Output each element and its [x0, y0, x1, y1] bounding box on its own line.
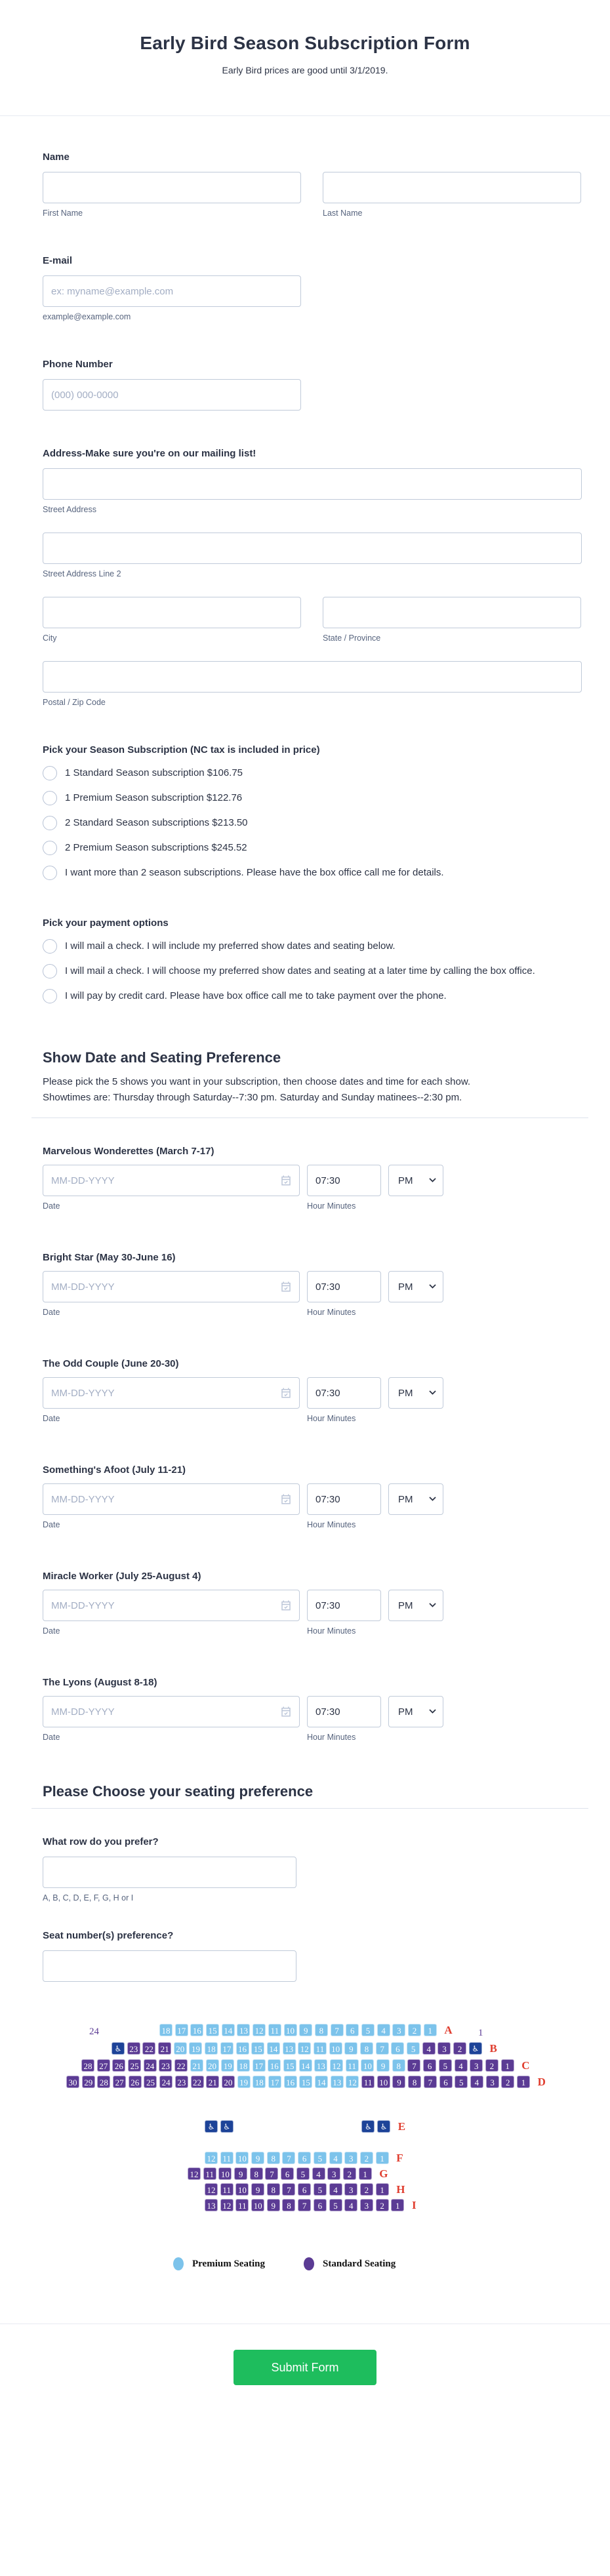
- show-block-2: [43, 1252, 582, 1317]
- show-title: Marvelous Wonderettes (March 7-17): [43, 1146, 214, 1157]
- show-title: The Lyons (August 8-18): [43, 1677, 157, 1688]
- form-subtitle: Early Bird prices are good until 3/1/2019.: [222, 65, 388, 75]
- seat-B-21: 21: [158, 2042, 171, 2055]
- seat-G-11: 11: [203, 2167, 216, 2180]
- seat-I-4: 4: [344, 2199, 357, 2211]
- subscription-options: [43, 766, 582, 880]
- seat-B-4: 4: [422, 2042, 436, 2055]
- seat-C-17: 17: [253, 2059, 266, 2072]
- seat-B-18: 18: [205, 2042, 218, 2055]
- seat-D-27: 27: [113, 2076, 126, 2088]
- street-address-input[interactable]: [43, 468, 582, 500]
- row-letter-A: A: [444, 2024, 453, 2036]
- seat-B-3: 3: [437, 2042, 451, 2055]
- row-letter-D: D: [537, 2076, 546, 2088]
- seat-D-20: 20: [222, 2076, 235, 2088]
- row-letter-H: H: [396, 2183, 405, 2196]
- seat-D-13: 13: [331, 2076, 344, 2088]
- seat-D-14: 14: [315, 2076, 328, 2088]
- seat-D-17: 17: [268, 2076, 281, 2088]
- last-name-input[interactable]: [323, 172, 581, 203]
- payment-label: Pick your payment options: [43, 917, 169, 929]
- show-title: Something's Afoot (July 11-21): [43, 1464, 186, 1476]
- seat-C-28: 28: [81, 2059, 94, 2072]
- show-date-input[interactable]: [43, 1696, 300, 1727]
- radio-label: I will mail a check. I will choose my preferred show dates and seating at a later time by calling the box office.: [65, 965, 535, 976]
- seat-D-6: 6: [439, 2076, 453, 2088]
- question-email: [43, 255, 582, 321]
- show-block-4: [43, 1464, 582, 1529]
- seat-C-15: 15: [283, 2059, 296, 2072]
- seat-H-11: 11: [220, 2183, 234, 2196]
- email-sublabel: example@example.com: [43, 312, 131, 321]
- seat-G-9: 9: [234, 2167, 247, 2180]
- seat-C-3: 3: [470, 2059, 483, 2072]
- seat-A-9: 9: [299, 2024, 312, 2036]
- row-preference-label: What row do you prefer?: [43, 1836, 159, 1847]
- seat-B-20: 20: [174, 2042, 187, 2055]
- seat-C-7: 7: [407, 2059, 420, 2072]
- seat-C-2: 2: [485, 2059, 498, 2072]
- email-input[interactable]: [43, 275, 301, 307]
- seat-C-23: 23: [159, 2059, 172, 2072]
- seat-G-12: 12: [188, 2167, 201, 2180]
- first-name-input[interactable]: [43, 172, 301, 203]
- seat-B-7: 7: [376, 2042, 389, 2055]
- question-address: [43, 448, 582, 707]
- show-time-input[interactable]: [307, 1696, 381, 1727]
- postal-sublabel: Postal / Zip Code: [43, 698, 106, 707]
- seat-B-10: 10: [329, 2042, 342, 2055]
- payment-option-3[interactable]: [43, 989, 582, 1003]
- seat-A-14: 14: [222, 2024, 235, 2036]
- seat-G-2: 2: [343, 2167, 356, 2180]
- question-row-preference: [43, 1836, 582, 1902]
- seat-B-14: 14: [267, 2042, 280, 2055]
- wheelchair-seat-icon: ♿: [112, 2042, 125, 2055]
- seat-number-label-24: 24: [89, 2026, 99, 2037]
- wheelchair-seat-icon: ♿: [205, 2120, 218, 2133]
- show-title: Bright Star (May 30-June 16): [43, 1252, 176, 1263]
- seat-B-11: 11: [314, 2042, 327, 2055]
- subscription-option-2[interactable]: [43, 791, 582, 805]
- seat-row-G: [188, 2167, 388, 2180]
- seat-F-2: 2: [360, 2152, 373, 2164]
- seat-C-22: 22: [174, 2059, 188, 2072]
- show-block-6: [43, 1677, 582, 1742]
- city-input[interactable]: [43, 597, 301, 628]
- standard-swatch-icon: [304, 2257, 314, 2270]
- seat-D-24: 24: [159, 2076, 173, 2088]
- seat-C-11: 11: [346, 2059, 359, 2072]
- row-letter-E: E: [397, 2120, 406, 2133]
- seat-A-10: 10: [284, 2024, 297, 2036]
- seat-C-4: 4: [455, 2059, 468, 2072]
- seat-C-6: 6: [423, 2059, 436, 2072]
- show-block-3: [43, 1358, 582, 1423]
- form-title: Early Bird Season Subscription Form: [140, 33, 470, 53]
- show-ampm-select[interactable]: [388, 1590, 443, 1621]
- seat-C-14: 14: [299, 2059, 312, 2072]
- seat-A-2: 2: [408, 2024, 421, 2036]
- seat-F-6: 6: [298, 2152, 311, 2164]
- radio-button[interactable]: [43, 964, 57, 978]
- radio-button[interactable]: [43, 791, 57, 805]
- seat-D-4: 4: [470, 2076, 483, 2088]
- seat-F-5: 5: [314, 2152, 327, 2164]
- submit-row: [0, 2324, 610, 2385]
- seat-row-H: [205, 2183, 405, 2196]
- seat-H-8: 8: [267, 2183, 280, 2196]
- seat-H-7: 7: [282, 2183, 295, 2196]
- seat-F-9: 9: [251, 2152, 264, 2164]
- seat-A-18: 18: [159, 2024, 173, 2036]
- wheelchair-seat-icon: ♿: [220, 2120, 234, 2133]
- wheelchair-seat-icon: ♿: [469, 2042, 482, 2055]
- seat-A-3: 3: [392, 2024, 405, 2036]
- seat-G-5: 5: [296, 2167, 310, 2180]
- seat-D-30: 30: [66, 2076, 79, 2088]
- radio-button[interactable]: [43, 841, 57, 855]
- seat-B-22: 22: [142, 2042, 155, 2055]
- seat-G-8: 8: [250, 2167, 263, 2180]
- seat-I-12: 12: [220, 2199, 234, 2211]
- seat-B-13: 13: [283, 2042, 296, 2055]
- show-date-input[interactable]: [43, 1165, 300, 1196]
- row-letter-G: G: [379, 2167, 388, 2180]
- seat-D-10: 10: [377, 2076, 390, 2088]
- show-ampm-select[interactable]: [388, 1483, 443, 1515]
- seat-D-21: 21: [206, 2076, 219, 2088]
- seat-I-1: 1: [391, 2199, 404, 2211]
- seat-D-29: 29: [82, 2076, 95, 2088]
- radio-button[interactable]: [43, 766, 57, 780]
- question-payment: [43, 917, 582, 1003]
- seat-B-15: 15: [251, 2042, 264, 2055]
- seat-C-9: 9: [376, 2059, 390, 2072]
- seat-row-C: [81, 2059, 530, 2072]
- seat-C-20: 20: [206, 2059, 219, 2072]
- seat-C-26: 26: [112, 2059, 125, 2072]
- seat-I-11: 11: [235, 2199, 249, 2211]
- payment-option-2[interactable]: [43, 964, 582, 978]
- time-sublabel: Hour Minutes: [307, 1308, 356, 1317]
- seating-divider: [31, 1808, 588, 1809]
- street-address2-input[interactable]: [43, 533, 582, 564]
- seat-A-13: 13: [237, 2024, 250, 2036]
- seat-G-1: 1: [359, 2167, 372, 2180]
- seat-F-10: 10: [235, 2152, 249, 2164]
- seat-H-4: 4: [329, 2183, 342, 2196]
- seat-D-11: 11: [361, 2076, 375, 2088]
- seat-row-D: [66, 2076, 546, 2088]
- show-title: Miracle Worker (July 25-August 4): [43, 1571, 201, 1582]
- show-time-input[interactable]: [307, 1377, 381, 1409]
- seat-F-8: 8: [267, 2152, 280, 2164]
- seat-C-27: 27: [97, 2059, 110, 2072]
- seat-G-6: 6: [281, 2167, 294, 2180]
- show-block-5: [43, 1571, 582, 1636]
- radio-label: 1 Premium Season subscription $122.76: [65, 792, 243, 803]
- wheelchair-seat-icon: ♿: [377, 2120, 390, 2133]
- seat-I-7: 7: [298, 2199, 311, 2211]
- seat-C-13: 13: [314, 2059, 327, 2072]
- seat-D-19: 19: [237, 2076, 251, 2088]
- radio-button[interactable]: [43, 866, 57, 880]
- seat-D-12: 12: [346, 2076, 359, 2088]
- radio-label: I will pay by credit card. Please have box office call me to take payment over the phone.: [65, 990, 447, 1001]
- seat-row-B: [112, 2042, 497, 2055]
- seat-D-15: 15: [299, 2076, 312, 2088]
- seat-H-6: 6: [298, 2183, 311, 2196]
- radio-label: 1 Standard Season subscription $106.75: [65, 767, 243, 778]
- seat-G-7: 7: [265, 2167, 278, 2180]
- seat-A-1: 1: [424, 2024, 437, 2036]
- seat-F-12: 12: [205, 2152, 218, 2164]
- seat-A-16: 16: [190, 2024, 203, 2036]
- row-letter-F: F: [396, 2152, 403, 2164]
- row-letter-B: B: [489, 2042, 497, 2055]
- show-block-1: [43, 1146, 582, 1211]
- seat-I-5: 5: [329, 2199, 342, 2211]
- legend-label: Premium Seating: [192, 2258, 265, 2269]
- seat-F-4: 4: [329, 2152, 342, 2164]
- subscription-option-3[interactable]: [43, 816, 582, 830]
- seat-A-12: 12: [253, 2024, 266, 2036]
- show-date-input[interactable]: [43, 1483, 300, 1515]
- seat-D-2: 2: [501, 2076, 514, 2088]
- seat-D-16: 16: [284, 2076, 297, 2088]
- time-sublabel: Hour Minutes: [307, 1414, 356, 1423]
- seat-B-5: 5: [407, 2042, 420, 2055]
- seat-D-26: 26: [129, 2076, 142, 2088]
- phone-label: Phone Number: [43, 359, 113, 370]
- show-ampm-select[interactable]: [388, 1165, 443, 1196]
- city-sublabel: City: [43, 634, 57, 643]
- row-preference-sublabel: A, B, C, D, E, F, G, H or I: [43, 1893, 134, 1902]
- radio-label: I will mail a check. I will include my preferred show dates and seating below.: [65, 940, 396, 952]
- seat-C-1: 1: [501, 2059, 514, 2072]
- payment-option-1[interactable]: [43, 939, 582, 954]
- date-sublabel: Date: [43, 1520, 60, 1529]
- seat-D-18: 18: [253, 2076, 266, 2088]
- seat-row-F: [205, 2152, 403, 2164]
- seat-A-5: 5: [361, 2024, 375, 2036]
- email-label: E-mail: [43, 255, 73, 266]
- legend-item-standard: [304, 2257, 396, 2270]
- seat-B-17: 17: [220, 2042, 234, 2055]
- seat-C-8: 8: [392, 2059, 405, 2072]
- seat-G-4: 4: [312, 2167, 325, 2180]
- show-ampm-select[interactable]: [388, 1377, 443, 1409]
- question-subscription: [43, 744, 582, 880]
- seat-A-6: 6: [346, 2024, 359, 2036]
- seat-B-16: 16: [236, 2042, 249, 2055]
- show-date-input[interactable]: [43, 1377, 300, 1409]
- seat-H-9: 9: [251, 2183, 264, 2196]
- seat-A-8: 8: [315, 2024, 328, 2036]
- seat-preference-label: Seat number(s) preference?: [43, 1930, 174, 1941]
- seat-B-8: 8: [360, 2042, 373, 2055]
- seat-G-3: 3: [327, 2167, 340, 2180]
- seat-G-10: 10: [218, 2167, 232, 2180]
- seat-H-3: 3: [344, 2183, 357, 2196]
- show-time-input[interactable]: [307, 1483, 381, 1515]
- subscription-option-4[interactable]: [43, 841, 582, 855]
- wheelchair-seat-icon: ♿: [361, 2120, 375, 2133]
- show-blocks: [43, 1146, 582, 1742]
- seat-C-24: 24: [144, 2059, 157, 2072]
- legend-label: Standard Seating: [323, 2258, 396, 2269]
- subscription-option-5[interactable]: [43, 866, 582, 880]
- seat-B-6: 6: [391, 2042, 404, 2055]
- state-sublabel: State / Province: [323, 634, 381, 643]
- seat-H-12: 12: [205, 2183, 218, 2196]
- shows-divider: [31, 1117, 588, 1118]
- seat-F-11: 11: [220, 2152, 234, 2164]
- seat-D-7: 7: [424, 2076, 437, 2088]
- show-date-input[interactable]: [43, 1590, 300, 1621]
- last-name-sublabel: Last Name: [323, 209, 363, 218]
- show-title: The Odd Couple (June 20-30): [43, 1358, 179, 1369]
- submit-button[interactable]: Submit Form: [234, 2350, 376, 2385]
- state-input[interactable]: [323, 597, 581, 628]
- date-sublabel: Date: [43, 1414, 60, 1423]
- show-time-input[interactable]: [307, 1590, 381, 1621]
- seat-C-25: 25: [128, 2059, 141, 2072]
- seat-D-23: 23: [175, 2076, 188, 2088]
- time-sublabel: Hour Minutes: [307, 1626, 356, 1636]
- radio-button[interactable]: [43, 816, 57, 830]
- question-phone: [43, 359, 582, 411]
- street-address2-sublabel: Street Address Line 2: [43, 569, 121, 578]
- seat-I-9: 9: [267, 2199, 280, 2211]
- seat-A-7: 7: [331, 2024, 344, 2036]
- date-sublabel: Date: [43, 1733, 60, 1742]
- seat-D-9: 9: [392, 2076, 405, 2088]
- seat-C-16: 16: [268, 2059, 281, 2072]
- seat-B-12: 12: [298, 2042, 311, 2055]
- form-header: [0, 0, 610, 75]
- seat-A-11: 11: [268, 2024, 281, 2036]
- seat-I-6: 6: [314, 2199, 327, 2211]
- seat-number-label-1: 1: [478, 2028, 483, 2038]
- seat-F-3: 3: [344, 2152, 357, 2164]
- time-sublabel: Hour Minutes: [307, 1520, 356, 1529]
- seat-C-21: 21: [190, 2059, 203, 2072]
- radio-label: 2 Standard Season subscriptions $213.50: [65, 817, 248, 828]
- seat-F-1: 1: [376, 2152, 389, 2164]
- time-sublabel: Hour Minutes: [307, 1733, 356, 1742]
- street-address-sublabel: Street Address: [43, 505, 96, 514]
- seat-B-2: 2: [453, 2042, 466, 2055]
- question-name: [43, 151, 582, 218]
- seat-A-15: 15: [206, 2024, 219, 2036]
- radio-button[interactable]: [43, 939, 57, 954]
- radio-button[interactable]: [43, 989, 57, 1003]
- radio-label: I want more than 2 season subscriptions. Please have the box office call me for details.: [65, 867, 444, 878]
- seat-D-5: 5: [455, 2076, 468, 2088]
- seat-map: [0, 2003, 610, 2285]
- seat-D-8: 8: [408, 2076, 421, 2088]
- show-ampm-select[interactable]: [388, 1696, 443, 1727]
- date-sublabel: Date: [43, 1626, 60, 1636]
- seat-row-I: [205, 2199, 417, 2211]
- seat-I-10: 10: [251, 2199, 264, 2211]
- seat-D-28: 28: [97, 2076, 110, 2088]
- seat-D-22: 22: [191, 2076, 204, 2088]
- seat-I-8: 8: [282, 2199, 295, 2211]
- question-seat-preference: [43, 1930, 582, 1982]
- seat-A-17: 17: [175, 2024, 188, 2036]
- seat-I-2: 2: [376, 2199, 389, 2211]
- seat-I-3: 3: [360, 2199, 373, 2211]
- show-time-input[interactable]: [307, 1271, 381, 1302]
- radio-label: 2 Premium Season subscriptions $245.52: [65, 842, 247, 853]
- date-sublabel: Date: [43, 1308, 60, 1317]
- legend-item-premium: [173, 2257, 265, 2270]
- seat-H-5: 5: [314, 2183, 327, 2196]
- seat-D-1: 1: [517, 2076, 530, 2088]
- first-name-sublabel: First Name: [43, 209, 83, 218]
- subscription-option-1[interactable]: [43, 766, 582, 780]
- seat-H-2: 2: [360, 2183, 373, 2196]
- premium-swatch-icon: [173, 2257, 184, 2270]
- show-date-input[interactable]: [43, 1271, 300, 1302]
- show-ampm-select[interactable]: [388, 1271, 443, 1302]
- seat-B-23: 23: [127, 2042, 140, 2055]
- row-preference-input[interactable]: [43, 1857, 296, 1888]
- postal-input[interactable]: [43, 661, 582, 693]
- seat-row-A: [159, 2024, 453, 2036]
- seat-A-4: 4: [377, 2024, 390, 2036]
- seat-D-25: 25: [144, 2076, 157, 2088]
- show-time-input[interactable]: [307, 1165, 381, 1196]
- seat-F-7: 7: [282, 2152, 295, 2164]
- seat-preference-input[interactable]: [43, 1950, 296, 1982]
- phone-input[interactable]: [43, 379, 301, 411]
- seat-C-10: 10: [361, 2059, 374, 2072]
- seating-section-heading: Please Choose your seating preference: [43, 1783, 314, 1800]
- seat-H-10: 10: [235, 2183, 249, 2196]
- seat-I-13: 13: [205, 2199, 218, 2211]
- subscription-label: Pick your Season Subscription (NC tax is included in price): [43, 744, 320, 755]
- payment-options: [43, 939, 582, 1003]
- seat-B-9: 9: [344, 2042, 357, 2055]
- seat-row-E: [205, 2120, 405, 2133]
- seat-H-1: 1: [376, 2183, 389, 2196]
- seat-D-3: 3: [486, 2076, 499, 2088]
- row-letter-I: I: [411, 2199, 417, 2211]
- seat-C-12: 12: [330, 2059, 343, 2072]
- date-sublabel: Date: [43, 1201, 60, 1211]
- form-content: [43, 116, 582, 2285]
- seat-C-5: 5: [439, 2059, 452, 2072]
- row-letter-C: C: [521, 2059, 530, 2072]
- seat-B-19: 19: [189, 2042, 202, 2055]
- seat-map-legend: [0, 2257, 610, 2273]
- seat-C-18: 18: [237, 2059, 250, 2072]
- name-label: Name: [43, 151, 70, 163]
- time-sublabel: Hour Minutes: [307, 1201, 356, 1211]
- address-label: Address-Make sure you're on our mailing list!: [43, 448, 256, 459]
- seat-C-19: 19: [221, 2059, 234, 2072]
- show-section-description: Please pick the 5 shows you want in your subscription, then choose dates and time for each show. Showtimes are: Thursday through Saturday--7:30 pm. Saturday and Sunday matinees--2:30 pm.: [43, 1076, 471, 1103]
- show-section-heading: Show Date and Seating Preference: [43, 1049, 281, 1066]
